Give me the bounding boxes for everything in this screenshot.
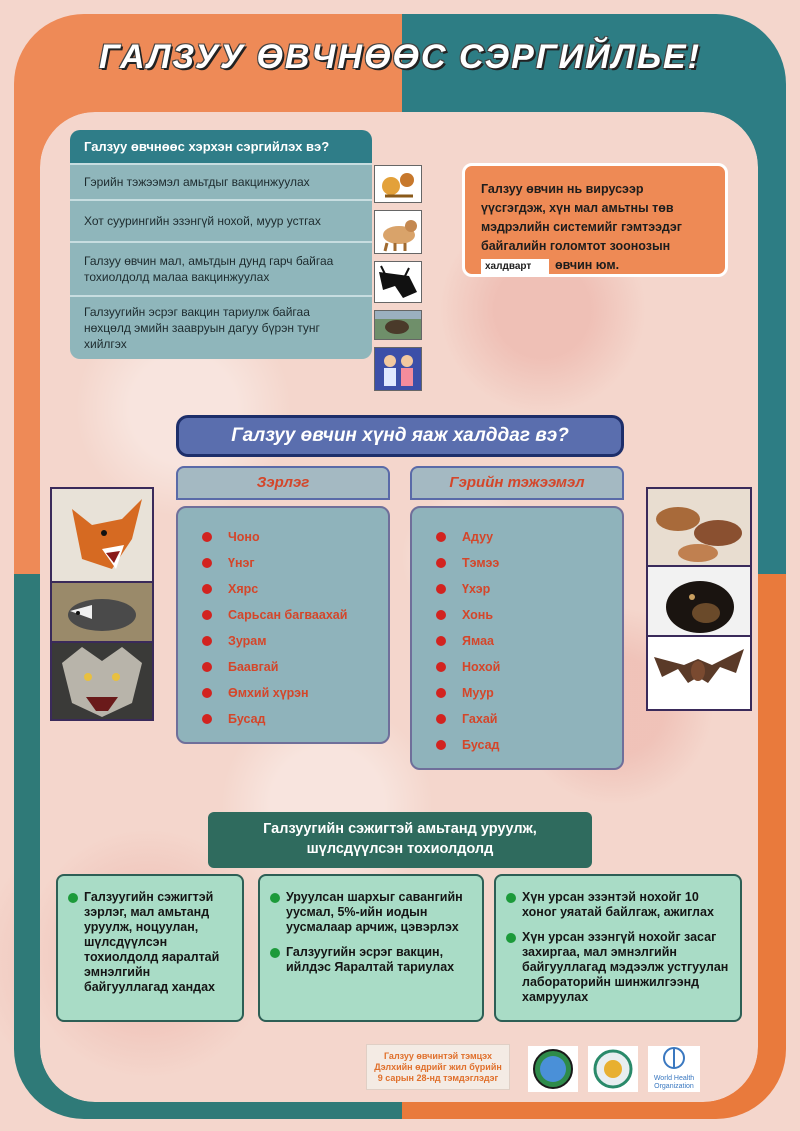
bullet-icon <box>202 688 212 698</box>
prevention-table <box>70 130 372 359</box>
heading-line: шүлсдүүлсэн тохиолдолд <box>306 841 494 857</box>
rabies-definition-box <box>462 163 728 277</box>
prevention-item: Галзуу өвчин мал, амьтдын дунд гарч байгаа тохиолдолд малаа вакцинжуулах <box>70 241 372 295</box>
badger-photo-icon <box>52 583 152 643</box>
definition-tag: халдварт <box>481 259 549 275</box>
list-item: Хүн урсан эзэнгүй нохойг засаг захиргаа, мал эмнэлгийн байгууллагад мэдээлж устгуулан лабораторийн шинжилгээнд хамруулах <box>504 930 732 1005</box>
ministry-seal-logo-icon <box>588 1046 638 1092</box>
note-line: Дэлхийн өдрийг жил бүрийн <box>374 1062 502 1072</box>
list-item: Үнэг <box>178 550 388 576</box>
black-dog-photo-icon <box>648 567 750 637</box>
list-item: Үхэр <box>412 576 622 602</box>
cattle-photo-icon <box>374 310 422 340</box>
list-item: Галзуугийн эсрэг вакцин, ийлдэс Яаралтай тариулах <box>268 945 474 975</box>
cattle-herd-photo-icon <box>648 489 750 567</box>
list-item: Баавгай <box>178 654 388 680</box>
prevention-illustrations <box>374 165 422 398</box>
who-emblem-icon <box>661 1046 687 1070</box>
list-item: Ямаа <box>412 628 622 654</box>
domestic-animals-list <box>410 506 624 770</box>
list-item: Сарьсан багваахай <box>178 602 388 628</box>
domestic-animals-heading: Гэрийн тэжээмэл <box>410 466 624 500</box>
definition-text: Галзуу өвчин нь вирусээр үүсгэгдэж, хүн мал амьтны төв мэдрэлийн системийг гэмтээдэг байгалийн голомтот зоонозын <box>481 182 682 253</box>
bullet-icon <box>202 662 212 672</box>
bullet-icon <box>202 558 212 568</box>
doctor-patient-cartoon-icon <box>374 347 422 391</box>
bullet-icon <box>202 610 212 620</box>
list-item: Тэмээ <box>412 550 622 576</box>
definition-tail: өвчин юм. <box>555 258 620 272</box>
prevention-heading: Галзуу өвчнөөс хэрхэн сэргийлэх вэ? <box>70 130 372 163</box>
page-title: ГАЛЗУУ ӨВЧНӨӨС СЭРГИЙЛЬЕ! <box>98 38 702 76</box>
bat-photo-icon <box>648 637 750 709</box>
transmission-heading: Галзуу өвчин хүнд яаж халддаг вэ? <box>176 415 624 457</box>
who-logo <box>648 1046 700 1092</box>
bullet-icon <box>506 893 516 903</box>
bite-card-seek-care <box>56 874 244 1022</box>
list-item: Хүн урсан эзэнтэй нохойг 10 хоног уяатай байлгаж, ажиглах <box>504 890 732 920</box>
stray-dog-cartoon-icon <box>374 210 422 254</box>
domestic-animal-photos <box>646 487 752 711</box>
wild-animal-photos <box>50 487 154 721</box>
bullet-icon <box>436 688 446 698</box>
cat-dog-cartoon-icon <box>374 165 422 203</box>
bullet-icon <box>436 532 446 542</box>
bullet-icon <box>436 636 446 646</box>
bullet-icon <box>202 636 212 646</box>
world-rabies-day-logo-icon <box>528 1046 578 1092</box>
heading-line: Галзуугийн сэжигтэй амьтанд уруулж, <box>263 821 537 837</box>
list-item: Хярс <box>178 576 388 602</box>
list-item: Зурам <box>178 628 388 654</box>
list-item: Галзуугийн сэжигтэй зэрлэг, мал амьтанд уруулж, ноцуулан, шүлсдүүлсэн тохиолдолд яаралтай эмнэлгийн байгууллагад хандах <box>66 890 234 995</box>
bullet-icon <box>506 933 516 943</box>
bullet-icon <box>436 714 446 724</box>
fox-photo-icon <box>52 489 152 583</box>
note-line: 9 сарын 28-нд тэмдэглэдэг <box>377 1073 499 1083</box>
list-item: Бусад <box>412 732 622 758</box>
wild-animals-list <box>176 506 390 744</box>
note-line: Галзуу өвчинтэй тэмцэх <box>383 1051 493 1061</box>
bullet-icon <box>202 714 212 724</box>
bullet-icon <box>270 948 280 958</box>
bullet-icon <box>270 893 280 903</box>
list-item: Гахай <box>412 706 622 732</box>
list-item: Өмхий хүрэн <box>178 680 388 706</box>
bite-card-wound-care <box>258 874 484 1022</box>
bullet-icon <box>202 584 212 594</box>
list-item: Чоно <box>178 524 388 550</box>
wolf-photo-icon <box>52 643 152 719</box>
bullet-icon <box>436 558 446 568</box>
bite-section-heading <box>208 812 592 868</box>
who-name: World Health Organization <box>653 1075 695 1090</box>
bullet-icon <box>202 532 212 542</box>
prevention-item: Гэрийн тэжээмэл амьтдыг вакцинжуулах <box>70 163 372 199</box>
list-item: Адуу <box>412 524 622 550</box>
list-item: Муур <box>412 680 622 706</box>
bullet-icon <box>68 893 78 903</box>
bullet-icon <box>436 584 446 594</box>
bullet-icon <box>436 610 446 620</box>
black-cow-icon <box>374 261 422 303</box>
bite-card-dog-handling <box>494 874 742 1022</box>
wild-animals-heading: Зэрлэг <box>176 466 390 500</box>
prevention-item: Галзуугийн эсрэг вакцин тариулж байгаа нөхцөлд эмийн заавруын дагуу бүрэн тунг хийлгэх <box>70 295 372 359</box>
bullet-icon <box>436 662 446 672</box>
world-rabies-day-note <box>366 1044 510 1090</box>
list-item: Хонь <box>412 602 622 628</box>
list-item: Бусад <box>178 706 388 732</box>
prevention-item: Хот суурингийн эзэнгүй нохой, муур устгах <box>70 199 372 241</box>
list-item: Нохой <box>412 654 622 680</box>
bullet-icon <box>436 740 446 750</box>
list-item: Уруулсан шархыг савангийн уусмал, 5%-ийн иодын уусмалаар арчиж, цэвэрлэх <box>268 890 474 935</box>
